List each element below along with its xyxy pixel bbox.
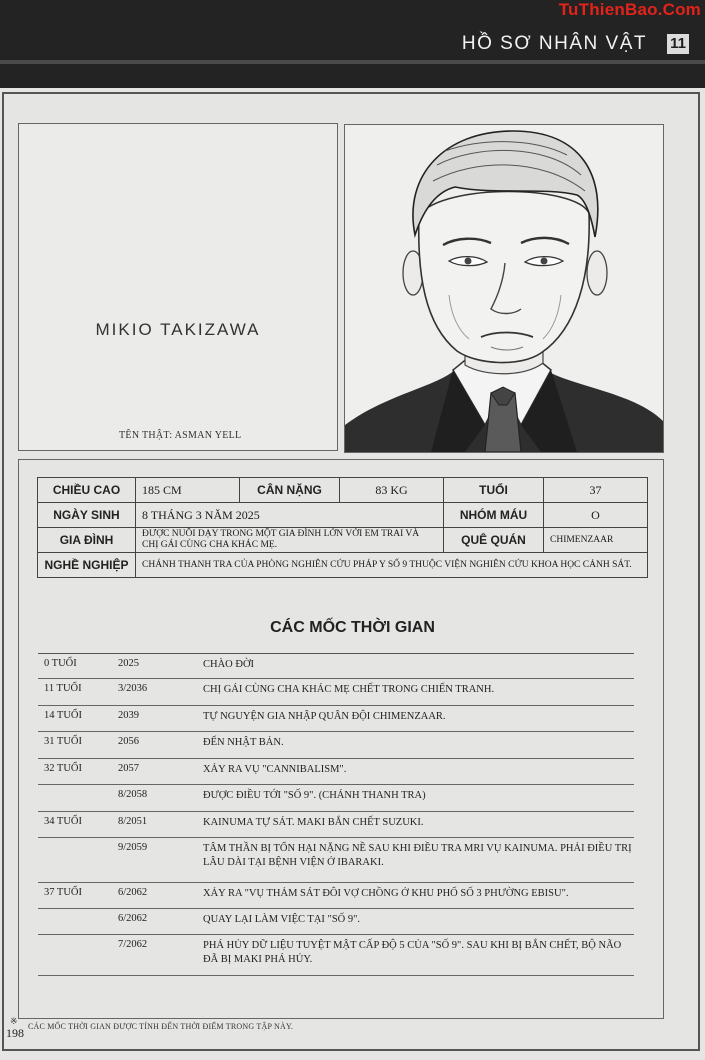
info-row-1 xyxy=(38,478,648,503)
job-value: CHÁNH THANH TRA CỦA PHÒNG NGHIÊN CỨU PHÁP Y SỐ 9 THUỘC VIỆN NGHIÊN CỨU KHOA HỌC CẢNH SÁT. xyxy=(136,553,648,578)
timeline-row xyxy=(38,759,634,785)
watermark: TuThienBao.Com xyxy=(558,0,701,19)
timeline-event: ĐẾN NHẬT BẢN. xyxy=(203,737,284,748)
timeline-age: 11 TUỔI xyxy=(44,683,82,694)
timeline-event: CHÀO ĐỜI xyxy=(203,659,255,670)
birth-value: 8 THÁNG 3 NĂM 2025 xyxy=(136,503,444,528)
timeline-event: XẢY RA VỤ "CANNIBALISM". xyxy=(203,764,347,775)
timeline-year: 2056 xyxy=(118,736,139,747)
weight-value: 83 KG xyxy=(340,478,444,503)
timeline-age: 37 TUỔI xyxy=(44,887,83,898)
timeline-year: 2039 xyxy=(118,710,139,721)
header-stripe xyxy=(0,60,705,64)
character-portrait xyxy=(344,124,664,453)
timeline-list xyxy=(38,654,634,976)
height-label: CHIỀU CAO xyxy=(38,478,136,503)
real-name: TÊN THẬT: ASMAN YELL xyxy=(119,430,242,441)
name-panel xyxy=(18,123,338,451)
timeline-age: 14 TUỔI xyxy=(44,710,83,721)
timeline-row xyxy=(38,935,634,976)
info-row-4 xyxy=(38,553,648,578)
timeline-event: KAINUMA TỰ SÁT. MAKI BẮN CHẾT SUZUKI. xyxy=(203,817,424,828)
timeline-year: 8/2051 xyxy=(118,816,148,827)
age-value: 37 xyxy=(544,478,648,503)
family-value: ĐƯỢC NUÔI DẠY TRONG MỘT GIA ĐÌNH LỚN VỚI EM TRAI VÀ CHỊ GÁI CÙNG CHA KHÁC MẸ. xyxy=(136,528,444,553)
footnote-mark: ※ xyxy=(10,1016,18,1026)
timeline-event: QUAY LẠI LÀM VIỆC TẠI "SỐ 9". xyxy=(203,914,361,925)
timeline-year: 3/2036 xyxy=(118,683,148,694)
timeline-event: CHỊ GÁI CÙNG CHA KHÁC MẸ CHẾT TRONG CHIẾN TRANH. xyxy=(203,684,495,695)
timeline-row xyxy=(38,785,634,812)
timeline-event: TỰ NGUYỆN GIA NHẬP QUÂN ĐỘI CHIMENZAAR. xyxy=(203,711,446,722)
timeline-year: 6/2062 xyxy=(118,913,148,924)
timeline-year: 6/2062 xyxy=(118,887,148,898)
blood-value: O xyxy=(544,503,648,528)
timeline-row xyxy=(38,883,634,909)
timeline-event: ĐƯỢC ĐIỀU TỚI "SỐ 9". (CHÁNH THANH TRA) xyxy=(203,790,426,801)
job-label: NGHỀ NGHIỆP xyxy=(38,553,136,578)
age-label: TUỔI xyxy=(444,478,544,503)
hometown-label: QUÊ QUÁN xyxy=(444,528,544,553)
timeline-row xyxy=(38,679,634,706)
timeline-year: 2025 xyxy=(118,658,139,669)
timeline-row xyxy=(38,706,634,732)
timeline-row xyxy=(38,812,634,838)
timeline-title: CÁC MỐC THỜI GIAN xyxy=(270,619,435,636)
hometown-value: CHIMENZAAR xyxy=(544,528,648,553)
weight-label: CÂN NẶNG xyxy=(240,478,340,503)
chapter-number: 11 xyxy=(667,34,689,54)
birth-label: NGÀY SINH xyxy=(38,503,136,528)
timeline-row xyxy=(38,909,634,935)
timeline-row xyxy=(38,838,634,883)
portrait-illustration xyxy=(345,125,663,452)
info-table xyxy=(37,477,648,578)
timeline-year: 7/2062 xyxy=(118,939,148,950)
timeline-age: 34 TUỔI xyxy=(44,816,83,827)
blood-label: NHÓM MÁU xyxy=(444,503,544,528)
page-number: 198 xyxy=(6,1026,24,1040)
timeline-year: 9/2059 xyxy=(118,842,148,853)
timeline-event: TÂM THẦN BỊ TỔN HẠI NẶNG NỀ SAU KHI ĐIỀU TRA MRI VỤ KAINUMA. PHẢI ĐIỀU TRỊ LÂU DÀI TẠI BỆNH VIỆN Ở IBARAKI. xyxy=(203,843,632,868)
timeline-row xyxy=(38,732,634,759)
timeline-age: 31 TUỔI xyxy=(44,736,83,747)
timeline-row xyxy=(38,654,634,679)
info-row-2 xyxy=(38,503,648,528)
timeline-event: XẢY RA "VỤ THẢM SÁT ĐÔI VỢ CHỒNG Ở KHU PHỐ SỐ 3 PHƯỜNG EBISU". xyxy=(203,888,569,899)
family-label: GIA ĐÌNH xyxy=(38,528,136,553)
info-row-3 xyxy=(38,528,648,553)
character-name: MIKIO TAKIZAWA xyxy=(95,320,261,339)
timeline-event: PHÁ HỦY DỮ LIỆU TUYỆT MẬT CẤP ĐỘ 5 CỦA "SỐ 9". SAU KHI BỊ BẮN CHẾT, BỘ NÃO ĐÃ BỊ MAKI PHÁ HỦY. xyxy=(203,940,622,965)
timeline-year: 2057 xyxy=(118,763,139,774)
footnote: CÁC MỐC THỜI GIAN ĐƯỢC TÍNH ĐẾN THỜI ĐIỂM TRONG TẬP NÀY. xyxy=(28,1022,294,1031)
height-value: 185 CM xyxy=(136,478,240,503)
timeline-year: 8/2058 xyxy=(118,789,148,800)
timeline-age: 32 TUỔI xyxy=(44,763,83,774)
page-title: HỒ SƠ NHÂN VẬT xyxy=(461,33,647,54)
timeline-age: 0 TUỔI xyxy=(44,658,77,669)
